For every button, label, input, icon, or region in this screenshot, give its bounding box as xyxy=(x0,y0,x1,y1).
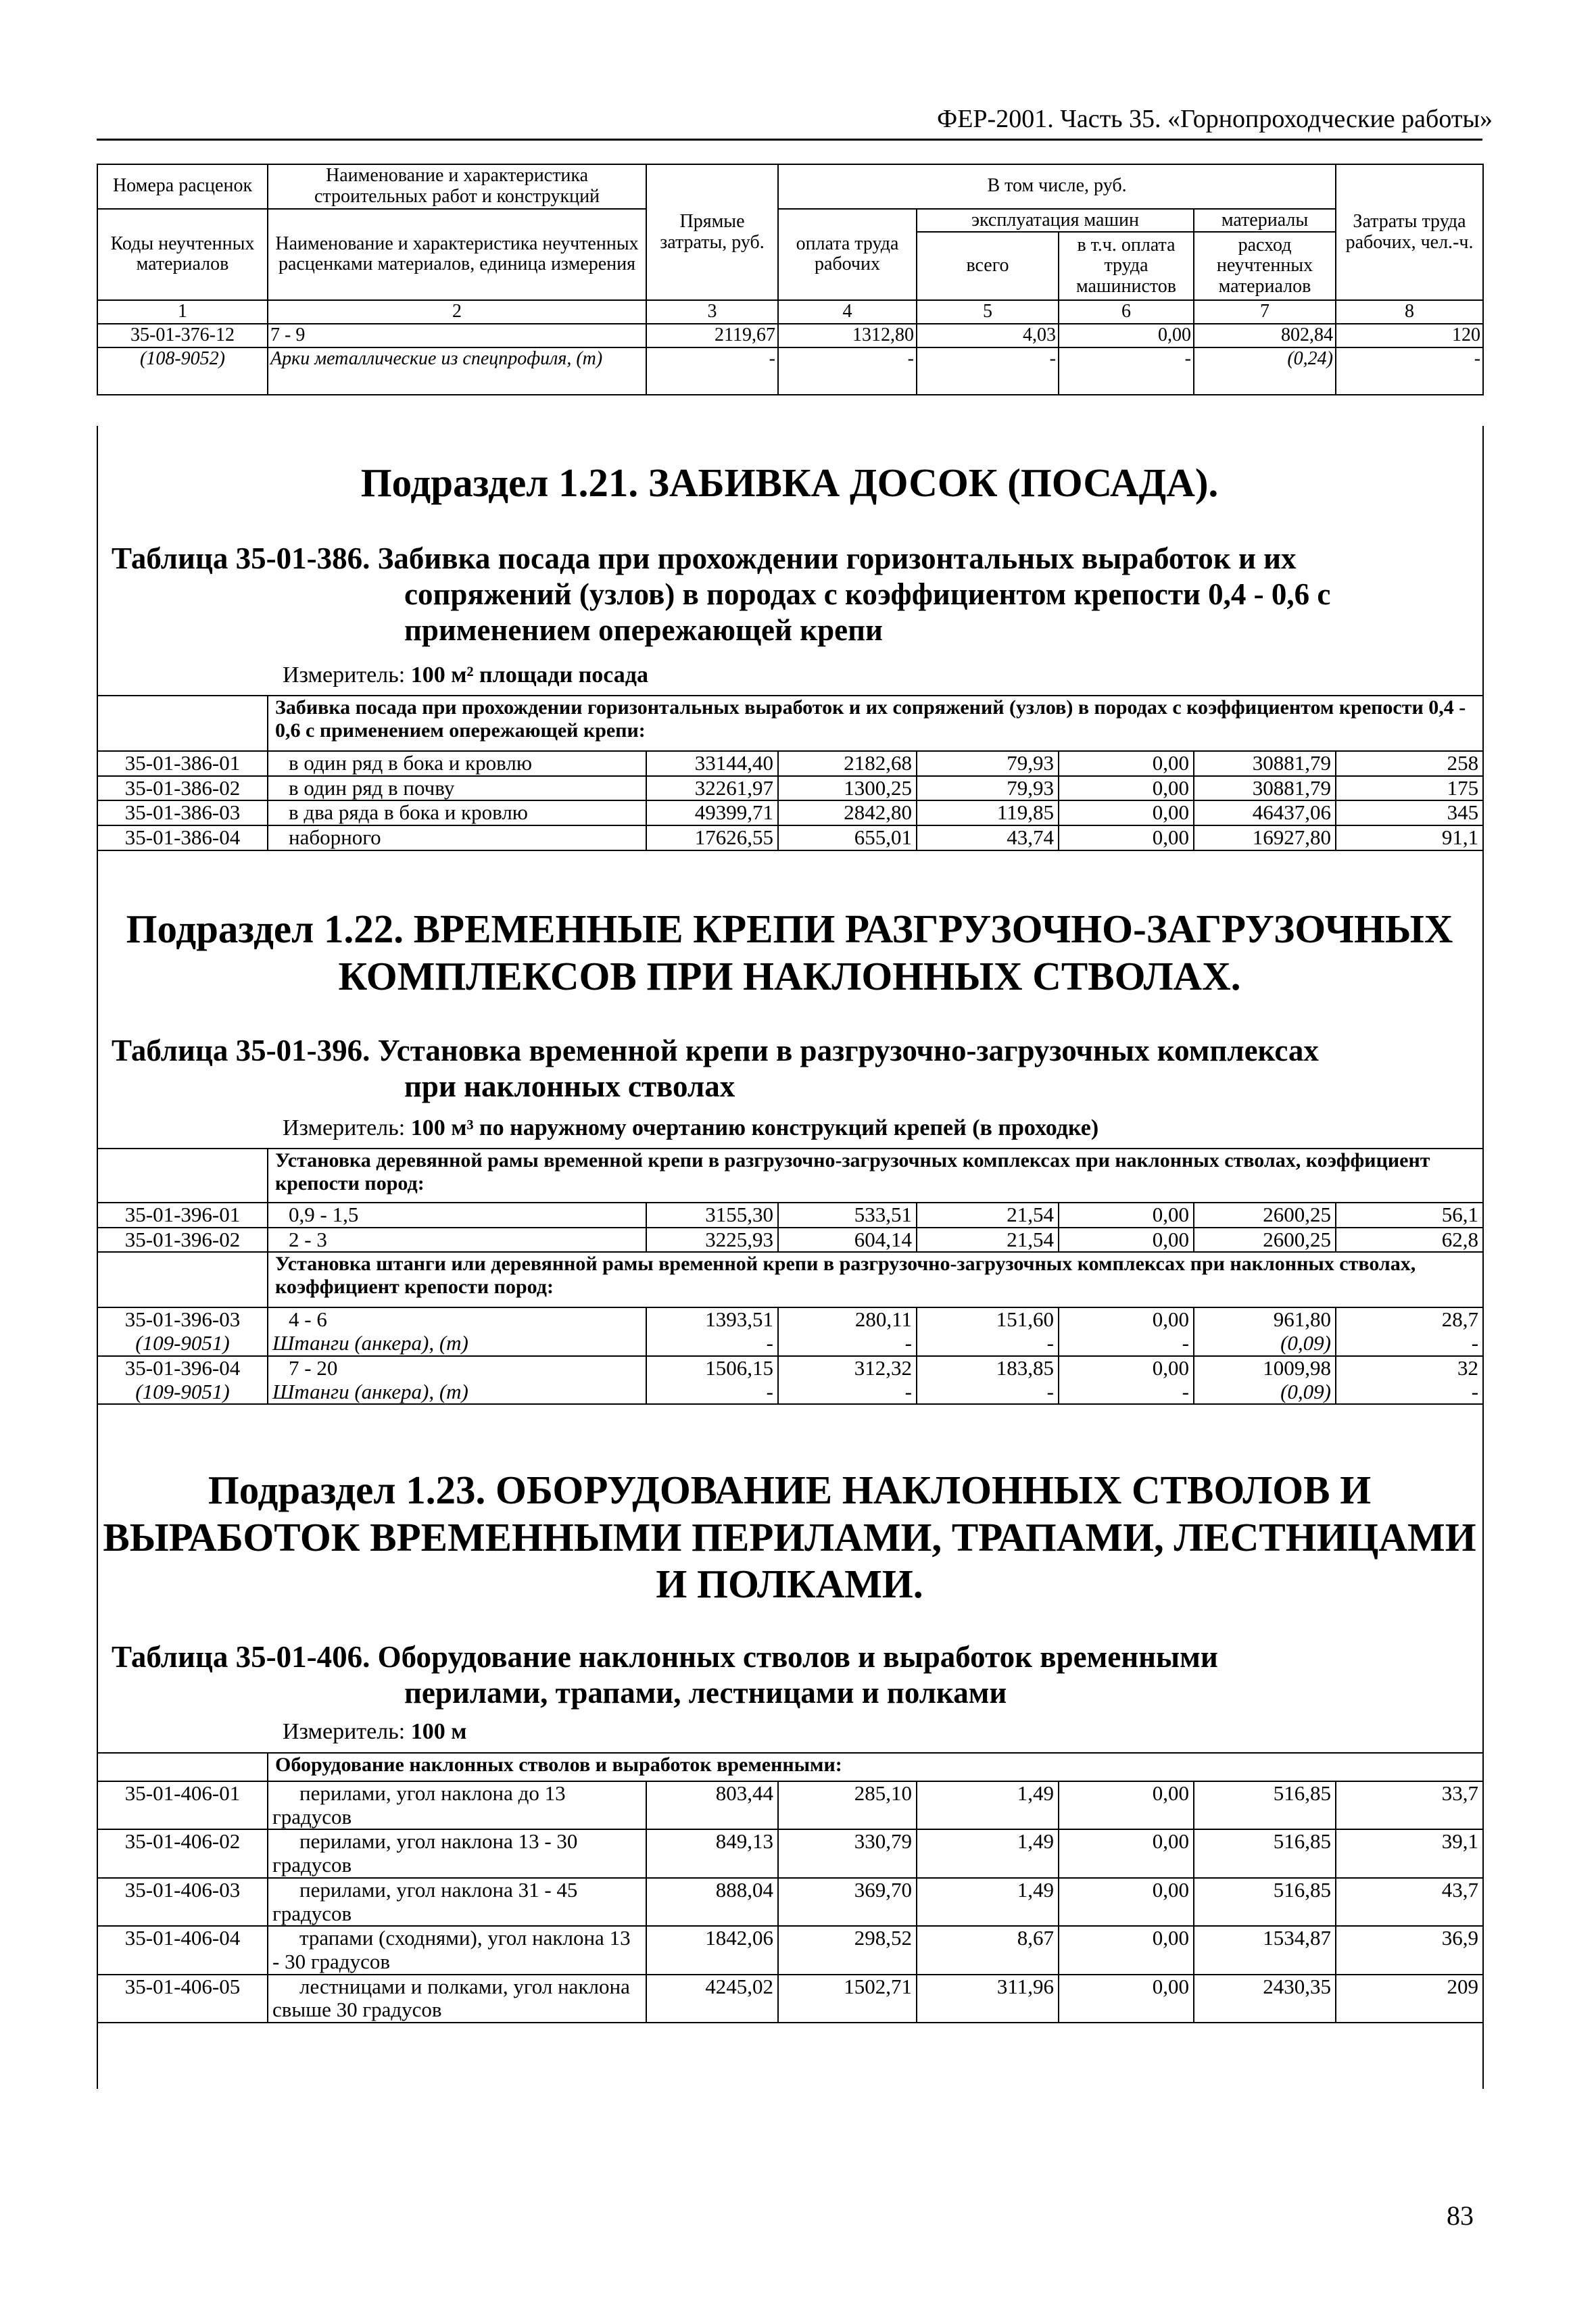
table-title-396 xyxy=(112,1033,1464,1105)
table-396 xyxy=(97,1148,1484,1405)
material-v8: - xyxy=(1336,1380,1483,1405)
rate-name: в один ряд в бока и кровлю xyxy=(268,751,646,776)
direct-cost: 3225,93 xyxy=(646,1228,778,1253)
table-title-386-line1: Таблица 35-01-386. Забивка посада при прохождении горизонтальных выработок и их xyxy=(112,541,1297,575)
table-386 xyxy=(97,695,1484,851)
material-v8: - xyxy=(1336,1332,1483,1356)
machinist-pay: 0,00 xyxy=(1059,1228,1194,1253)
machines-total: 119,85 xyxy=(917,800,1059,825)
rate-name: в один ряд в почву xyxy=(268,776,646,801)
rate-name: 4 - 6 xyxy=(268,1307,646,1332)
materials-cost: 30881,79 xyxy=(1194,776,1336,801)
machines-total: 1,49 xyxy=(917,1878,1059,1926)
section-title-122-line2: КОМПЛЕКСОВ ПРИ НАКЛОННЫХ СТВОЛАХ. xyxy=(338,953,1241,998)
rate-name: перилами, угол наклона до 13 градусов xyxy=(268,1781,646,1829)
labor-hours: 91,1 xyxy=(1336,825,1483,850)
labor-hours: 39,1 xyxy=(1336,1829,1483,1877)
material-v3: - xyxy=(646,1332,778,1356)
rate-name: 7 - 9 xyxy=(268,324,646,347)
machinist-pay: 0,00 xyxy=(1059,1878,1194,1926)
group-header: Установка деревянной рамы временной крепи в разгрузочно-загрузочных комплексах при наклонных стволах, коэффициент крепости пород: xyxy=(268,1149,1483,1203)
labor-pay: 2842,80 xyxy=(778,800,917,825)
direct-cost: 2119,67 xyxy=(646,324,778,347)
rate-code: 35-01-396-02 xyxy=(97,1228,268,1253)
machinist-pay: 0,00 xyxy=(1059,1307,1194,1332)
labor-pay: 280,11 xyxy=(778,1307,917,1332)
labor-hours: 28,7 xyxy=(1336,1307,1483,1332)
meter-label: Измеритель: xyxy=(283,662,411,687)
header-col5: всего xyxy=(917,232,1059,300)
section-title-123-line2: ВЫРАБОТОК ВРЕМЕННЫМИ ПЕРИЛАМИ, ТРАПАМИ, ЛЕСТНИЦАМИ xyxy=(103,1514,1476,1560)
direct-cost: 3155,30 xyxy=(646,1203,778,1228)
rate-code: 35-01-396-01 xyxy=(97,1203,268,1228)
direct-cost: 849,13 xyxy=(646,1829,778,1877)
direct-cost: 1842,06 xyxy=(646,1926,778,1974)
meter-396 xyxy=(283,1115,1098,1141)
rate-code: 35-01-386-01 xyxy=(97,751,268,776)
material-v5: - xyxy=(917,1332,1059,1356)
materials-cost: 961,80 xyxy=(1194,1307,1336,1332)
labor-hours: 33,7 xyxy=(1336,1781,1483,1829)
col-number-2: 2 xyxy=(268,300,646,324)
materials-cost: 1534,87 xyxy=(1194,1926,1336,1974)
direct-cost: 49399,71 xyxy=(646,800,778,825)
rate-name: 0,9 - 1,5 xyxy=(268,1203,646,1228)
table-title-406-line1: Таблица 35-01-406. Оборудование наклонных стволов и выработок временными xyxy=(112,1640,1218,1674)
section-title-123-line3: И ПОЛКАМИ. xyxy=(656,1562,923,1607)
machines-total: 79,93 xyxy=(917,776,1059,801)
header-col3: Прямые затраты, руб. xyxy=(646,164,778,300)
material-v4: - xyxy=(778,1332,917,1356)
labor-hours: 175 xyxy=(1336,776,1483,801)
materials-cost: 30881,79 xyxy=(1194,751,1336,776)
materials-cost: 16927,80 xyxy=(1194,825,1336,850)
section-title-122-line1: Подраздел 1.22. ВРЕМЕННЫЕ КРЕПИ РАЗГРУЗОЧНО-ЗАГРУЗОЧНЫХ xyxy=(126,907,1453,951)
machinist-pay: 0,00 xyxy=(1059,825,1194,850)
col-number-7: 7 xyxy=(1194,300,1336,324)
meter-label: Измеритель: xyxy=(283,1719,411,1744)
rate-code: 35-01-376-12 xyxy=(97,324,268,347)
labor-hours: 32 xyxy=(1336,1356,1483,1380)
direct-cost: 1506,15 xyxy=(646,1356,778,1380)
materials-cost: 2430,35 xyxy=(1194,1975,1336,2023)
material-name: Штанги (анкера), (т) xyxy=(268,1332,646,1356)
material-code: (108-9052) xyxy=(97,347,268,395)
group-spacer xyxy=(97,1252,268,1307)
col-number-4: 4 xyxy=(778,300,917,324)
labor-pay: 604,14 xyxy=(778,1228,917,1253)
material-code: (109-9051) xyxy=(97,1380,268,1405)
meter-label: Измеритель: xyxy=(283,1115,411,1140)
labor-pay: 1502,71 xyxy=(778,1975,917,2023)
material-v8: - xyxy=(1336,347,1483,395)
running-head: ФЕР-2001. Часть 35. «Горнопроходческие работы» xyxy=(937,105,1493,133)
material-v4: - xyxy=(778,347,917,395)
machines-total: 8,67 xyxy=(917,1926,1059,1974)
machines-total: 21,54 xyxy=(917,1228,1059,1253)
section-title-121: Подраздел 1.21. ЗАБИВКА ДОСОК (ПОСАДА). xyxy=(360,460,1219,505)
material-v6: - xyxy=(1059,1380,1194,1405)
group-spacer xyxy=(97,696,268,751)
labor-hours: 345 xyxy=(1336,800,1483,825)
machinist-pay: 0,00 xyxy=(1059,776,1194,801)
machines-total: 1,49 xyxy=(917,1781,1059,1829)
meter-value: 100 м xyxy=(410,1719,467,1744)
group-spacer xyxy=(97,1149,268,1203)
header-including: В том числе, руб. xyxy=(778,164,1336,209)
materials-cost: 516,85 xyxy=(1194,1781,1336,1829)
machinist-pay: 0,00 xyxy=(1059,751,1194,776)
rate-code: 35-01-386-04 xyxy=(97,825,268,850)
group-spacer xyxy=(97,1753,268,1781)
header-machines: эксплуатация машин xyxy=(917,209,1194,233)
rate-code: 35-01-406-02 xyxy=(97,1829,268,1877)
direct-cost: 1393,51 xyxy=(646,1307,778,1332)
labor-pay: 285,10 xyxy=(778,1781,917,1829)
section-title-122 xyxy=(97,906,1482,1000)
materials-cost: 2600,25 xyxy=(1194,1228,1336,1253)
table-title-406 xyxy=(112,1639,1464,1711)
labor-hours: 120 xyxy=(1336,324,1483,347)
labor-hours: 43,7 xyxy=(1336,1878,1483,1926)
rate-name: 7 - 20 xyxy=(268,1356,646,1380)
labor-pay: 533,51 xyxy=(778,1203,917,1228)
header-col4: оплата труда рабочих xyxy=(778,209,917,301)
machines-total: 311,96 xyxy=(917,1975,1059,2023)
material-v5: - xyxy=(917,1380,1059,1405)
machinist-pay: 0,00 xyxy=(1059,324,1194,347)
meter-value: 100 м³ по наружному очертанию конструкций крепей (в проходке) xyxy=(410,1115,1099,1140)
material-v5: - xyxy=(917,347,1059,395)
labor-hours: 209 xyxy=(1336,1975,1483,2023)
header-materials: материалы xyxy=(1194,209,1336,233)
machines-total: 79,93 xyxy=(917,751,1059,776)
labor-hours: 62,8 xyxy=(1336,1228,1483,1253)
machines-total: 43,74 xyxy=(917,825,1059,850)
header-col7: расход неучтенных материалов xyxy=(1194,232,1336,300)
labor-hours: 258 xyxy=(1336,751,1483,776)
header-col2-bottom: Наименование и характеристика неучтенных расценками материалов, единица измерения xyxy=(268,209,646,301)
labor-hours: 56,1 xyxy=(1336,1203,1483,1228)
header-col2-top: Наименование и характеристика строительных работ и конструкций xyxy=(268,164,646,209)
materials-cost: 802,84 xyxy=(1194,324,1336,347)
material-v6: - xyxy=(1059,347,1194,395)
machinist-pay: 0,00 xyxy=(1059,1926,1194,1974)
table-406 xyxy=(97,1752,1484,2023)
section-title-123-line1: Подраздел 1.23. ОБОРУДОВАНИЕ НАКЛОННЫХ СТВОЛОВ И xyxy=(208,1468,1372,1512)
table-title-386-rest: сопряжений (узлов) в породах с коэффициентом крепости 0,4 - 0,6 с применением опережающей крепи xyxy=(404,577,1331,648)
meter-386 xyxy=(283,662,648,688)
labor-pay: 2182,68 xyxy=(778,751,917,776)
materials-cost: 516,85 xyxy=(1194,1878,1336,1926)
rate-code: 35-01-406-05 xyxy=(97,1975,268,2023)
rate-code: 35-01-386-03 xyxy=(97,800,268,825)
group-header: Оборудование наклонных стволов и выработок временными: xyxy=(268,1753,1483,1781)
material-code: (109-9051) xyxy=(97,1332,268,1356)
material-v4: - xyxy=(778,1380,917,1405)
machines-total: 4,03 xyxy=(917,324,1059,347)
materials-cost: 516,85 xyxy=(1194,1829,1336,1877)
material-v3: - xyxy=(646,1380,778,1405)
labor-pay: 298,52 xyxy=(778,1926,917,1974)
rate-code: 35-01-396-03 xyxy=(97,1307,268,1332)
material-quantity: (0,09) xyxy=(1194,1380,1336,1405)
material-quantity: (0,24) xyxy=(1194,347,1336,395)
labor-pay: 312,32 xyxy=(778,1356,917,1380)
rate-name: 2 - 3 xyxy=(268,1228,646,1253)
material-v3: - xyxy=(646,347,778,395)
machinist-pay: 0,00 xyxy=(1059,1975,1194,2023)
header-rule xyxy=(97,139,1482,141)
labor-hours: 36,9 xyxy=(1336,1926,1483,1974)
col-number-6: 6 xyxy=(1059,300,1194,324)
rate-name: лестницами и полками, угол наклона свыше 30 градусов xyxy=(268,1975,646,2023)
labor-pay: 330,79 xyxy=(778,1829,917,1877)
direct-cost: 4245,02 xyxy=(646,1975,778,2023)
material-name: Штанги (анкера), (т) xyxy=(268,1380,646,1405)
col-number-3: 3 xyxy=(646,300,778,324)
rate-code: 35-01-386-02 xyxy=(97,776,268,801)
direct-cost: 32261,97 xyxy=(646,776,778,801)
materials-cost: 46437,06 xyxy=(1194,800,1336,825)
page-number: 83 xyxy=(1447,2200,1474,2231)
table-title-386 xyxy=(112,541,1464,648)
rate-name: наборного xyxy=(268,825,646,850)
meter-value: 100 м² площади посада xyxy=(410,662,648,687)
section-title-123 xyxy=(97,1467,1482,1608)
machines-total: 1,49 xyxy=(917,1829,1059,1877)
header-col1-top: Номера расценок xyxy=(97,164,268,209)
rate-name: перилами, угол наклона 13 - 30 градусов xyxy=(268,1829,646,1877)
rate-name: перилами, угол наклона 31 - 45 градусов xyxy=(268,1878,646,1926)
header-col6: в т.ч. оплата труда машинистов xyxy=(1059,232,1194,300)
rate-code: 35-01-406-04 xyxy=(97,1926,268,1974)
labor-pay: 655,01 xyxy=(778,825,917,850)
rate-code: 35-01-406-03 xyxy=(97,1878,268,1926)
group-header: Забивка посада при прохождении горизонтальных выработок и их сопряжений (узлов) в породах с коэффициентом крепости 0,4 - 0,6 с применением опережающей крепи: xyxy=(268,696,1483,751)
col-number-5: 5 xyxy=(917,300,1059,324)
machines-total: 151,60 xyxy=(917,1307,1059,1332)
col-number-8: 8 xyxy=(1336,300,1483,324)
labor-pay: 1300,25 xyxy=(778,776,917,801)
materials-cost: 1009,98 xyxy=(1194,1356,1336,1380)
table-title-406-rest: перилами, трапами, лестницами и полками xyxy=(404,1676,1007,1710)
machines-total: 183,85 xyxy=(917,1356,1059,1380)
header-col8: Затраты труда рабочих, чел.-ч. xyxy=(1336,164,1483,300)
rate-name: в два ряда в бока и кровлю xyxy=(268,800,646,825)
machinist-pay: 0,00 xyxy=(1059,800,1194,825)
column-header-table xyxy=(97,164,1484,395)
machinist-pay: 0,00 xyxy=(1059,1203,1194,1228)
machines-total: 21,54 xyxy=(917,1203,1059,1228)
header-col1-bottom: Коды неучтенных материалов xyxy=(97,209,268,301)
direct-cost: 888,04 xyxy=(646,1878,778,1926)
col-number-1: 1 xyxy=(97,300,268,324)
direct-cost: 803,44 xyxy=(646,1781,778,1829)
table-title-396-line1: Таблица 35-01-396. Установка временной крепи в разгрузочно-загрузочных комплексах xyxy=(112,1034,1319,1067)
machinist-pay: 0,00 xyxy=(1059,1781,1194,1829)
rate-name: трапами (сходнями), угол наклона 13 - 30 градусов xyxy=(268,1926,646,1974)
material-quantity: (0,09) xyxy=(1194,1332,1336,1356)
labor-pay: 1312,80 xyxy=(778,324,917,347)
machinist-pay: 0,00 xyxy=(1059,1829,1194,1877)
direct-cost: 33144,40 xyxy=(646,751,778,776)
labor-pay: 369,70 xyxy=(778,1878,917,1926)
rate-code: 35-01-396-04 xyxy=(97,1356,268,1380)
direct-cost: 17626,55 xyxy=(646,825,778,850)
table-title-396-rest: при наклонных стволах xyxy=(404,1069,735,1104)
rate-code: 35-01-406-01 xyxy=(97,1781,268,1829)
meter-406 xyxy=(283,1719,466,1745)
material-v6: - xyxy=(1059,1332,1194,1356)
materials-cost: 2600,25 xyxy=(1194,1203,1336,1228)
material-name: Арки металлические из спецпрофиля, (т) xyxy=(268,347,646,395)
machinist-pay: 0,00 xyxy=(1059,1356,1194,1380)
group-header: Установка штанги или деревянной рамы временной крепи в разгрузочно-загрузочных комплексах при наклонных стволах, коэффициент крепости пород: xyxy=(268,1252,1483,1307)
